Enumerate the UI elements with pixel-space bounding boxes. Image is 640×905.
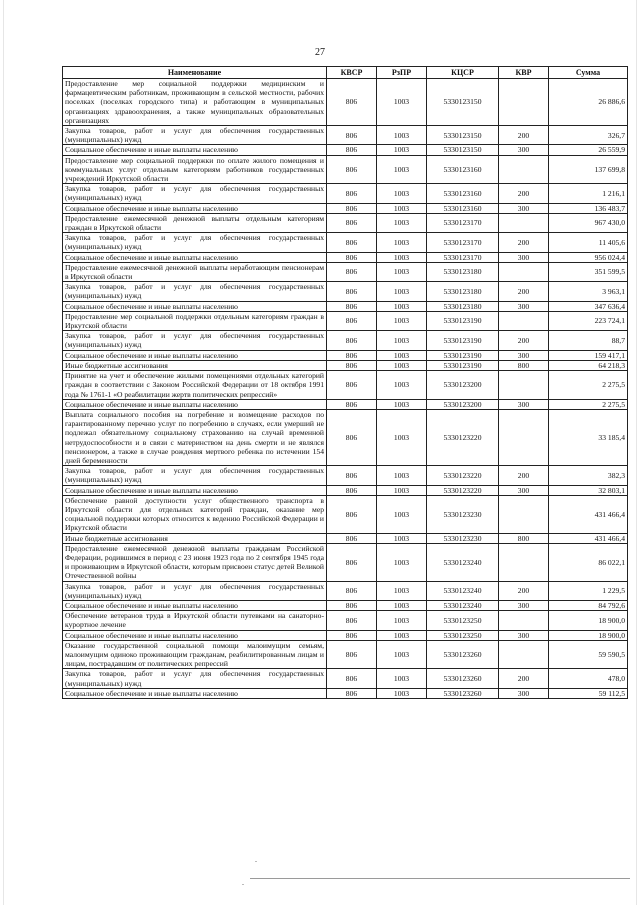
cell-sum: 26 559,9 (549, 145, 628, 155)
header-kvr: КВР (499, 67, 549, 79)
cell-kvr (499, 640, 549, 669)
cell-kvr: 200 (499, 184, 549, 203)
cell-rzpr: 1003 (377, 495, 427, 533)
cell-sum: 137 699,8 (549, 155, 628, 184)
page-number: 27 (315, 47, 325, 58)
cell-kvr: 200 (499, 282, 549, 301)
cell-sum: 59 590,5 (549, 640, 628, 669)
scan-speck (255, 861, 257, 862)
cell-rzpr: 1003 (377, 581, 427, 600)
cell-sum: 18 900,0 (549, 630, 628, 640)
cell-rzpr: 1003 (377, 543, 427, 581)
cell-kvsr: 806 (327, 331, 377, 350)
cell-kcsr: 5330123200 (427, 371, 499, 400)
cell-sum: 1 229,5 (549, 581, 628, 600)
cell-name: Предоставление мер социальной поддержки отдельным категориям граждан в Иркутской области (63, 311, 327, 330)
cell-name: Социальное обеспечение и иные выплаты населению (63, 630, 327, 640)
table-row (63, 331, 628, 350)
cell-rzpr: 1003 (377, 79, 427, 126)
cell-rzpr: 1003 (377, 203, 427, 213)
cell-kvsr: 806 (327, 311, 377, 330)
table-row (63, 495, 628, 533)
table-row (63, 543, 628, 581)
cell-kvr: 300 (499, 485, 549, 495)
cell-kcsr: 5330123190 (427, 360, 499, 370)
cell-sum: 3 963,1 (549, 282, 628, 301)
cell-kvr: 200 (499, 581, 549, 600)
table-row (63, 669, 628, 688)
cell-kvr: 200 (499, 126, 549, 145)
cell-kcsr: 5330123250 (427, 630, 499, 640)
cell-name: Социальное обеспечение и иные выплаты населению (63, 301, 327, 311)
cell-kcsr: 5330123250 (427, 611, 499, 630)
table-row (63, 399, 628, 409)
cell-kvsr: 806 (327, 640, 377, 669)
budget-table (62, 66, 628, 699)
cell-kcsr: 5330123150 (427, 126, 499, 145)
cell-sum: 2 275,5 (549, 399, 628, 409)
cell-kcsr: 5330123200 (427, 399, 499, 409)
cell-kvsr: 806 (327, 581, 377, 600)
cell-kvr (499, 543, 549, 581)
cell-kvr (499, 262, 549, 281)
cell-sum: 1 216,1 (549, 184, 628, 203)
cell-name: Закупка товаров, работ и услуг для обеспечения государственных (муниципальных) нужд (63, 669, 327, 688)
cell-rzpr: 1003 (377, 282, 427, 301)
cell-kvsr: 806 (327, 350, 377, 360)
cell-name: Закупка товаров, работ и услуг для обеспечения государственных (муниципальных) нужд (63, 581, 327, 600)
cell-rzpr: 1003 (377, 600, 427, 610)
table-row (63, 630, 628, 640)
cell-rzpr: 1003 (377, 360, 427, 370)
cell-rzpr: 1003 (377, 533, 427, 543)
header-rzpr: РзПР (377, 67, 427, 79)
cell-rzpr: 1003 (377, 399, 427, 409)
cell-name: Предоставление ежемесячной денежной выплаты неработающим пенсионерам в Иркутской области (63, 262, 327, 281)
cell-name: Социальное обеспечение и иные выплаты населению (63, 399, 327, 409)
cell-kcsr: 5330123260 (427, 669, 499, 688)
cell-kvr: 200 (499, 466, 549, 485)
cell-name: Социальное обеспечение и иные выплаты населению (63, 252, 327, 262)
cell-rzpr: 1003 (377, 409, 427, 465)
table-row (63, 371, 628, 400)
cell-kvsr: 806 (327, 688, 377, 698)
cell-kvsr: 806 (327, 184, 377, 203)
cell-kvr: 300 (499, 203, 549, 213)
cell-kcsr: 5330123160 (427, 203, 499, 213)
table-row (63, 360, 628, 370)
cell-sum: 59 112,5 (549, 688, 628, 698)
cell-kvsr: 806 (327, 282, 377, 301)
cell-sum: 478,0 (549, 669, 628, 688)
cell-kvr (499, 213, 549, 232)
table-row (63, 350, 628, 360)
cell-kcsr: 5330123170 (427, 252, 499, 262)
cell-kvr: 800 (499, 360, 549, 370)
cell-rzpr: 1003 (377, 688, 427, 698)
cell-rzpr: 1003 (377, 262, 427, 281)
header-kvsr: КВСР (327, 67, 377, 79)
cell-rzpr: 1003 (377, 252, 427, 262)
cell-kcsr: 5330123240 (427, 543, 499, 581)
cell-kcsr: 5330123190 (427, 350, 499, 360)
cell-kvr: 300 (499, 688, 549, 698)
cell-kvsr: 806 (327, 543, 377, 581)
table-row (63, 252, 628, 262)
cell-kvr: 200 (499, 669, 549, 688)
cell-kvr (499, 611, 549, 630)
table-row (63, 485, 628, 495)
cell-name: Социальное обеспечение и иные выплаты населению (63, 203, 327, 213)
cell-name: Принятие на учет и обеспечение жилыми помещениями отдельных категорий граждан в соответствии с Законом Российской Федерации от 18 октября 1991 года № 1761-1 «О реабилитации жертв политических репрессий» (63, 371, 327, 400)
table-row (63, 640, 628, 669)
cell-rzpr: 1003 (377, 350, 427, 360)
cell-kvsr: 806 (327, 533, 377, 543)
cell-kvr: 200 (499, 331, 549, 350)
cell-rzpr: 1003 (377, 611, 427, 630)
table-row (63, 126, 628, 145)
cell-rzpr: 1003 (377, 233, 427, 252)
cell-kcsr: 5330123220 (427, 466, 499, 485)
cell-kcsr: 5330123180 (427, 301, 499, 311)
table-row (63, 611, 628, 630)
cell-name: Предоставление ежемесячной денежной выплаты гражданам Российской Федерации, родившимся в период с 23 июня 1923 года по 2 сентября 1945 года и проживающим в Иркутской области, которым присвоен статус детей Великой Отечественной войны (63, 543, 327, 581)
cell-sum: 84 792,6 (549, 600, 628, 610)
cell-kvsr: 806 (327, 466, 377, 485)
cell-rzpr: 1003 (377, 371, 427, 400)
cell-name: Закупка товаров, работ и услуг для обеспечения государственных (муниципальных) нужд (63, 126, 327, 145)
scan-edge-left (3, 0, 4, 905)
cell-kcsr: 5330123220 (427, 485, 499, 495)
table-row (63, 533, 628, 543)
cell-name: Закупка товаров, работ и услуг для обеспечения государственных (муниципальных) нужд (63, 184, 327, 203)
cell-sum: 431 466,4 (549, 495, 628, 533)
cell-rzpr: 1003 (377, 126, 427, 145)
table-row (63, 213, 628, 232)
cell-kvsr: 806 (327, 630, 377, 640)
table-row (63, 466, 628, 485)
table-row (63, 145, 628, 155)
table-row (63, 79, 628, 126)
cell-name: Закупка товаров, работ и услуг для обеспечения государственных (муниципальных) нужд (63, 233, 327, 252)
cell-name: Закупка товаров, работ и услуг для обеспечения государственных (муниципальных) нужд (63, 282, 327, 301)
cell-kvsr: 806 (327, 360, 377, 370)
cell-kvr: 300 (499, 252, 549, 262)
cell-kvsr: 806 (327, 611, 377, 630)
cell-sum: 33 185,4 (549, 409, 628, 465)
cell-kvr (499, 155, 549, 184)
cell-kcsr: 5330123160 (427, 184, 499, 203)
cell-kcsr: 5330123170 (427, 213, 499, 232)
cell-kvsr: 806 (327, 371, 377, 400)
cell-kvsr: 806 (327, 600, 377, 610)
cell-kvsr: 806 (327, 252, 377, 262)
cell-kvsr: 806 (327, 79, 377, 126)
cell-sum: 223 724,1 (549, 311, 628, 330)
cell-kvr: 300 (499, 350, 549, 360)
cell-kvr (499, 79, 549, 126)
cell-name: Закупка товаров, работ и услуг для обеспечения государственных (муниципальных) нужд (63, 331, 327, 350)
table-row (63, 203, 628, 213)
cell-name: Предоставление мер социальной поддержки медицинским и фармацевтическим работникам, проживающим в сельской местности, рабочих поселках (поселках городского типа) и работающим в муниципальных организациях здравоохранения, а также муниципальных образовательных организациях (63, 79, 327, 126)
scan-speck (242, 884, 244, 885)
cell-name: Социальное обеспечение и иные выплаты населению (63, 485, 327, 495)
table-row (63, 600, 628, 610)
cell-sum: 967 430,0 (549, 213, 628, 232)
cell-kcsr: 5330123180 (427, 282, 499, 301)
cell-name: Обеспечение ветеранов труда в Иркутской области путевками на санаторно-курортное лечение (63, 611, 327, 630)
cell-name: Социальное обеспечение и иные выплаты населению (63, 145, 327, 155)
cell-rzpr: 1003 (377, 213, 427, 232)
cell-name: Иные бюджетные ассигнования (63, 360, 327, 370)
cell-sum: 26 886,6 (549, 79, 628, 126)
cell-kvr: 300 (499, 301, 549, 311)
cell-sum: 159 417,1 (549, 350, 628, 360)
cell-name: Социальное обеспечение и иные выплаты населению (63, 688, 327, 698)
scan-edge-right (636, 0, 637, 905)
cell-rzpr: 1003 (377, 145, 427, 155)
cell-rzpr: 1003 (377, 155, 427, 184)
cell-rzpr: 1003 (377, 466, 427, 485)
cell-rzpr: 1003 (377, 630, 427, 640)
cell-name: Социальное обеспечение и иные выплаты населению (63, 600, 327, 610)
table-row (63, 311, 628, 330)
cell-kcsr: 5330123160 (427, 155, 499, 184)
cell-kcsr: 5330123240 (427, 581, 499, 600)
cell-name: Предоставление ежемесячной денежной выплаты отдельным категориям граждан в Иркутской области (63, 213, 327, 232)
cell-name: Оказание государственной социальной помощи малоимущим семьям, малоимущим одиноко проживающим гражданам, реабилитированным лицам и лицам, пострадавшим от политических репрессий (63, 640, 327, 669)
cell-kvsr: 806 (327, 145, 377, 155)
table-row (63, 262, 628, 281)
cell-name: Предоставление мер социальной поддержки по оплате жилого помещения и коммунальных услуг отдельным категориям работников государственных учреждений Иркутской области (63, 155, 327, 184)
cell-kvsr: 806 (327, 409, 377, 465)
cell-kvsr: 806 (327, 213, 377, 232)
cell-kvsr: 806 (327, 262, 377, 281)
cell-sum: 64 218,3 (549, 360, 628, 370)
table-header-row (63, 67, 628, 79)
cell-sum: 18 900,0 (549, 611, 628, 630)
cell-kcsr: 5330123230 (427, 533, 499, 543)
table-row (63, 688, 628, 698)
cell-rzpr: 1003 (377, 669, 427, 688)
cell-kcsr: 5330123150 (427, 145, 499, 155)
cell-kvsr: 806 (327, 399, 377, 409)
cell-kvr (499, 371, 549, 400)
cell-sum: 347 636,4 (549, 301, 628, 311)
cell-kcsr: 5330123170 (427, 233, 499, 252)
cell-rzpr: 1003 (377, 485, 427, 495)
cell-sum: 351 599,5 (549, 262, 628, 281)
cell-kvr: 800 (499, 533, 549, 543)
header-sum: Сумма (549, 67, 628, 79)
table-row (63, 155, 628, 184)
cell-rzpr: 1003 (377, 184, 427, 203)
cell-kvr: 300 (499, 600, 549, 610)
cell-kvr (499, 495, 549, 533)
cell-sum: 2 275,5 (549, 371, 628, 400)
cell-rzpr: 1003 (377, 640, 427, 669)
cell-kvr: 200 (499, 233, 549, 252)
cell-rzpr: 1003 (377, 311, 427, 330)
cell-name: Обеспечение равной доступности услуг общественного транспорта в Иркутской области для отдельных категорий граждан, оказание мер социальной поддержки которых относится к ведению Российской Федерации и Иркутской области (63, 495, 327, 533)
cell-kcsr: 5330123230 (427, 495, 499, 533)
cell-kvr (499, 409, 549, 465)
table-row (63, 409, 628, 465)
cell-kvsr: 806 (327, 495, 377, 533)
header-name: Наименование (63, 67, 327, 79)
table-body (63, 79, 628, 699)
bottom-rule (250, 878, 630, 879)
cell-rzpr: 1003 (377, 331, 427, 350)
table-row (63, 233, 628, 252)
cell-kvsr: 806 (327, 233, 377, 252)
cell-kvr: 300 (499, 399, 549, 409)
cell-kcsr: 5330123260 (427, 688, 499, 698)
cell-sum: 32 803,1 (549, 485, 628, 495)
cell-sum: 136 483,7 (549, 203, 628, 213)
cell-kvsr: 806 (327, 301, 377, 311)
table-row (63, 282, 628, 301)
cell-sum: 88,7 (549, 331, 628, 350)
cell-kcsr: 5330123240 (427, 600, 499, 610)
cell-name: Иные бюджетные ассигнования (63, 533, 327, 543)
cell-kvr (499, 311, 549, 330)
cell-kcsr: 5330123150 (427, 79, 499, 126)
cell-sum: 382,3 (549, 466, 628, 485)
cell-name: Социальное обеспечение и иные выплаты населению (63, 350, 327, 360)
table-row (63, 301, 628, 311)
cell-kcsr: 5330123220 (427, 409, 499, 465)
cell-rzpr: 1003 (377, 301, 427, 311)
table-row (63, 581, 628, 600)
cell-name: Закупка товаров, работ и услуг для обеспечения государственных (муниципальных) нужд (63, 466, 327, 485)
table-row (63, 184, 628, 203)
cell-kvr: 300 (499, 145, 549, 155)
cell-kvsr: 806 (327, 155, 377, 184)
cell-sum: 956 024,4 (549, 252, 628, 262)
cell-kcsr: 5330123260 (427, 640, 499, 669)
cell-sum: 326,7 (549, 126, 628, 145)
cell-sum: 86 022,1 (549, 543, 628, 581)
cell-kvsr: 806 (327, 126, 377, 145)
cell-kvsr: 806 (327, 485, 377, 495)
cell-kvsr: 806 (327, 669, 377, 688)
cell-kvsr: 806 (327, 203, 377, 213)
cell-kcsr: 5330123190 (427, 331, 499, 350)
cell-name: Выплата социального пособия на погребение и возмещение расходов по гарантированному перечню услуг по погребению в случаях, если умерший не подлежал обязательному социальному страхованию на случай временной нетрудоспособности и в связи с материнством на день смерти и не являлся пенсионером, а также в случае рождения мертвого ребенка по истечении 154 дней беременности (63, 409, 327, 465)
header-kcsr: КЦСР (427, 67, 499, 79)
cell-sum: 11 405,6 (549, 233, 628, 252)
cell-kcsr: 5330123180 (427, 262, 499, 281)
cell-kcsr: 5330123190 (427, 311, 499, 330)
cell-sum: 431 466,4 (549, 533, 628, 543)
cell-kvr: 300 (499, 630, 549, 640)
